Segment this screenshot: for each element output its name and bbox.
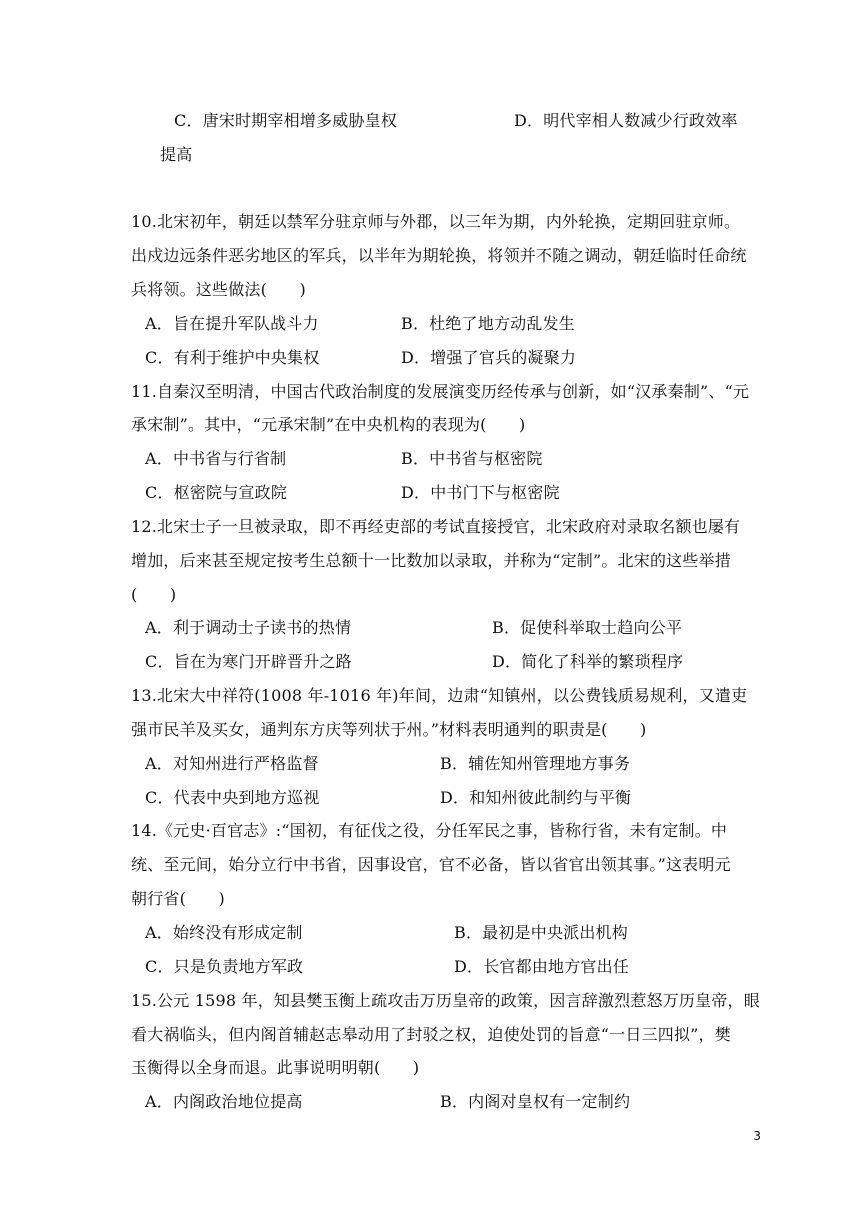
q14-option-c: C．只是负责地方军政 [145,957,304,976]
q13-stem-line-1: 13.北宋大中祥符(1008 年-1016 年)年间，边肃“知镇州，以公费钱质易规利，又遣吏 [131,686,748,705]
q9-option-c: C．唐宋时期宰相增多威胁皇权 [174,111,398,130]
q10-option-a: A．旨在提升军队战斗力 [145,314,319,333]
q10-option-b: B．杜绝了地方动乱发生 [401,314,575,333]
q13-option-a: A．对知州进行严格监督 [145,754,319,773]
q10-option-c: C．有利于维护中央集权 [145,348,320,367]
q15-option-b: B．内阁对皇权有一定制约 [440,1092,631,1111]
q9-option-d: D．明代宰相人数减少行政效率 [514,111,738,130]
q13-option-d: D．和知州彼此制约与平衡 [440,788,632,807]
q11-stem-line-2: 承宋制”。其中，“元承宋制”在中央机构的表现为( ) [131,415,526,434]
q9-option-d-continuation: 提高 [160,145,193,164]
q11-option-b: B．中书省与枢密院 [401,449,543,468]
q11-stem-line-1: 11.自秦汉至明清，中国古代政治制度的发展演变历经传承与创新，如“汉承秦制”、“元 [131,382,750,401]
q15-option-a: A．内阁政治地位提高 [145,1092,303,1111]
q11-option-d: D．中书门下与枢密院 [401,483,560,502]
q10-stem-line-3: 兵将领。这些做法( ) [131,280,306,299]
q12-stem-line-2: 增加，后来甚至规定按考生总额十一比数加以录取，并称为“定制”。北宋的这些举措 [131,551,731,570]
q10-option-d: D．增强了官兵的凝聚力 [401,348,577,367]
page-number: 3 [753,1129,761,1143]
q10-stem-line-2: 出戍边远条件恶劣地区的军兵，以半年为期轮换，将领并不随之调动，朝廷临时任命统 [131,246,747,265]
q14-stem-line-1: 14.《元史·百官志》:“国初，有征伐之役，分任军民之事，皆称行省，未有定制。中 [131,821,728,840]
q13-option-b: B．辅佐知州管理地方事务 [440,754,631,773]
q14-option-a: A．始终没有形成定制 [145,923,303,942]
q14-stem-line-2: 统、至元间，始分立行中书省，因事设官，官不必备，皆以省官出领其事。”这表明元 [131,855,731,874]
q15-stem-line-2: 看大祸临头，但内阁首辅赵志皋动用了封驳之权，迫使处罚的旨意“一日三四拟”，樊 [131,1025,731,1044]
q14-option-b: B．最初是中央派出机构 [454,923,628,942]
q12-option-c: C．旨在为寒门开辟晋升之路 [145,652,352,671]
q12-option-d: D．简化了科举的繁琐程序 [492,652,684,671]
q15-stem-line-3: 玉衡得以全身而退。此事说明明朝( ) [131,1058,420,1077]
q12-stem-line-3: ( ) [131,585,177,604]
q12-option-b: B．促使科举取士趋向公平 [492,618,683,637]
q11-option-c: C．枢密院与宣政院 [145,483,288,502]
q11-option-a: A．中书省与行省制 [145,449,287,468]
q15-stem-line-1: 15.公元 1598 年，知县樊玉衡上疏攻击万历皇帝的政策，因言辞激烈惹怒万历皇帝，眼 [131,991,760,1010]
q14-stem-line-3: 朝行省( ) [131,889,225,908]
q12-option-a: A．利于调动士子读书的热情 [145,618,352,637]
q13-stem-line-2: 强市民羊及买女，通判东方庆等列状于州。”材料表明通判的职责是( ) [131,720,647,739]
q13-option-c: C．代表中央到地方巡视 [145,788,320,807]
q12-stem-line-1: 12.北宋士子一旦被录取，即不再经吏部的考试直接授官，北宋政府对录取名额也屡有 [131,517,741,536]
q14-option-d: D．长官都由地方官出任 [454,957,630,976]
q10-stem-line-1: 10.北宋初年，朝廷以禁军分驻京师与外郡，以三年为期，内外轮换，定期回驻京师。 [131,212,741,231]
